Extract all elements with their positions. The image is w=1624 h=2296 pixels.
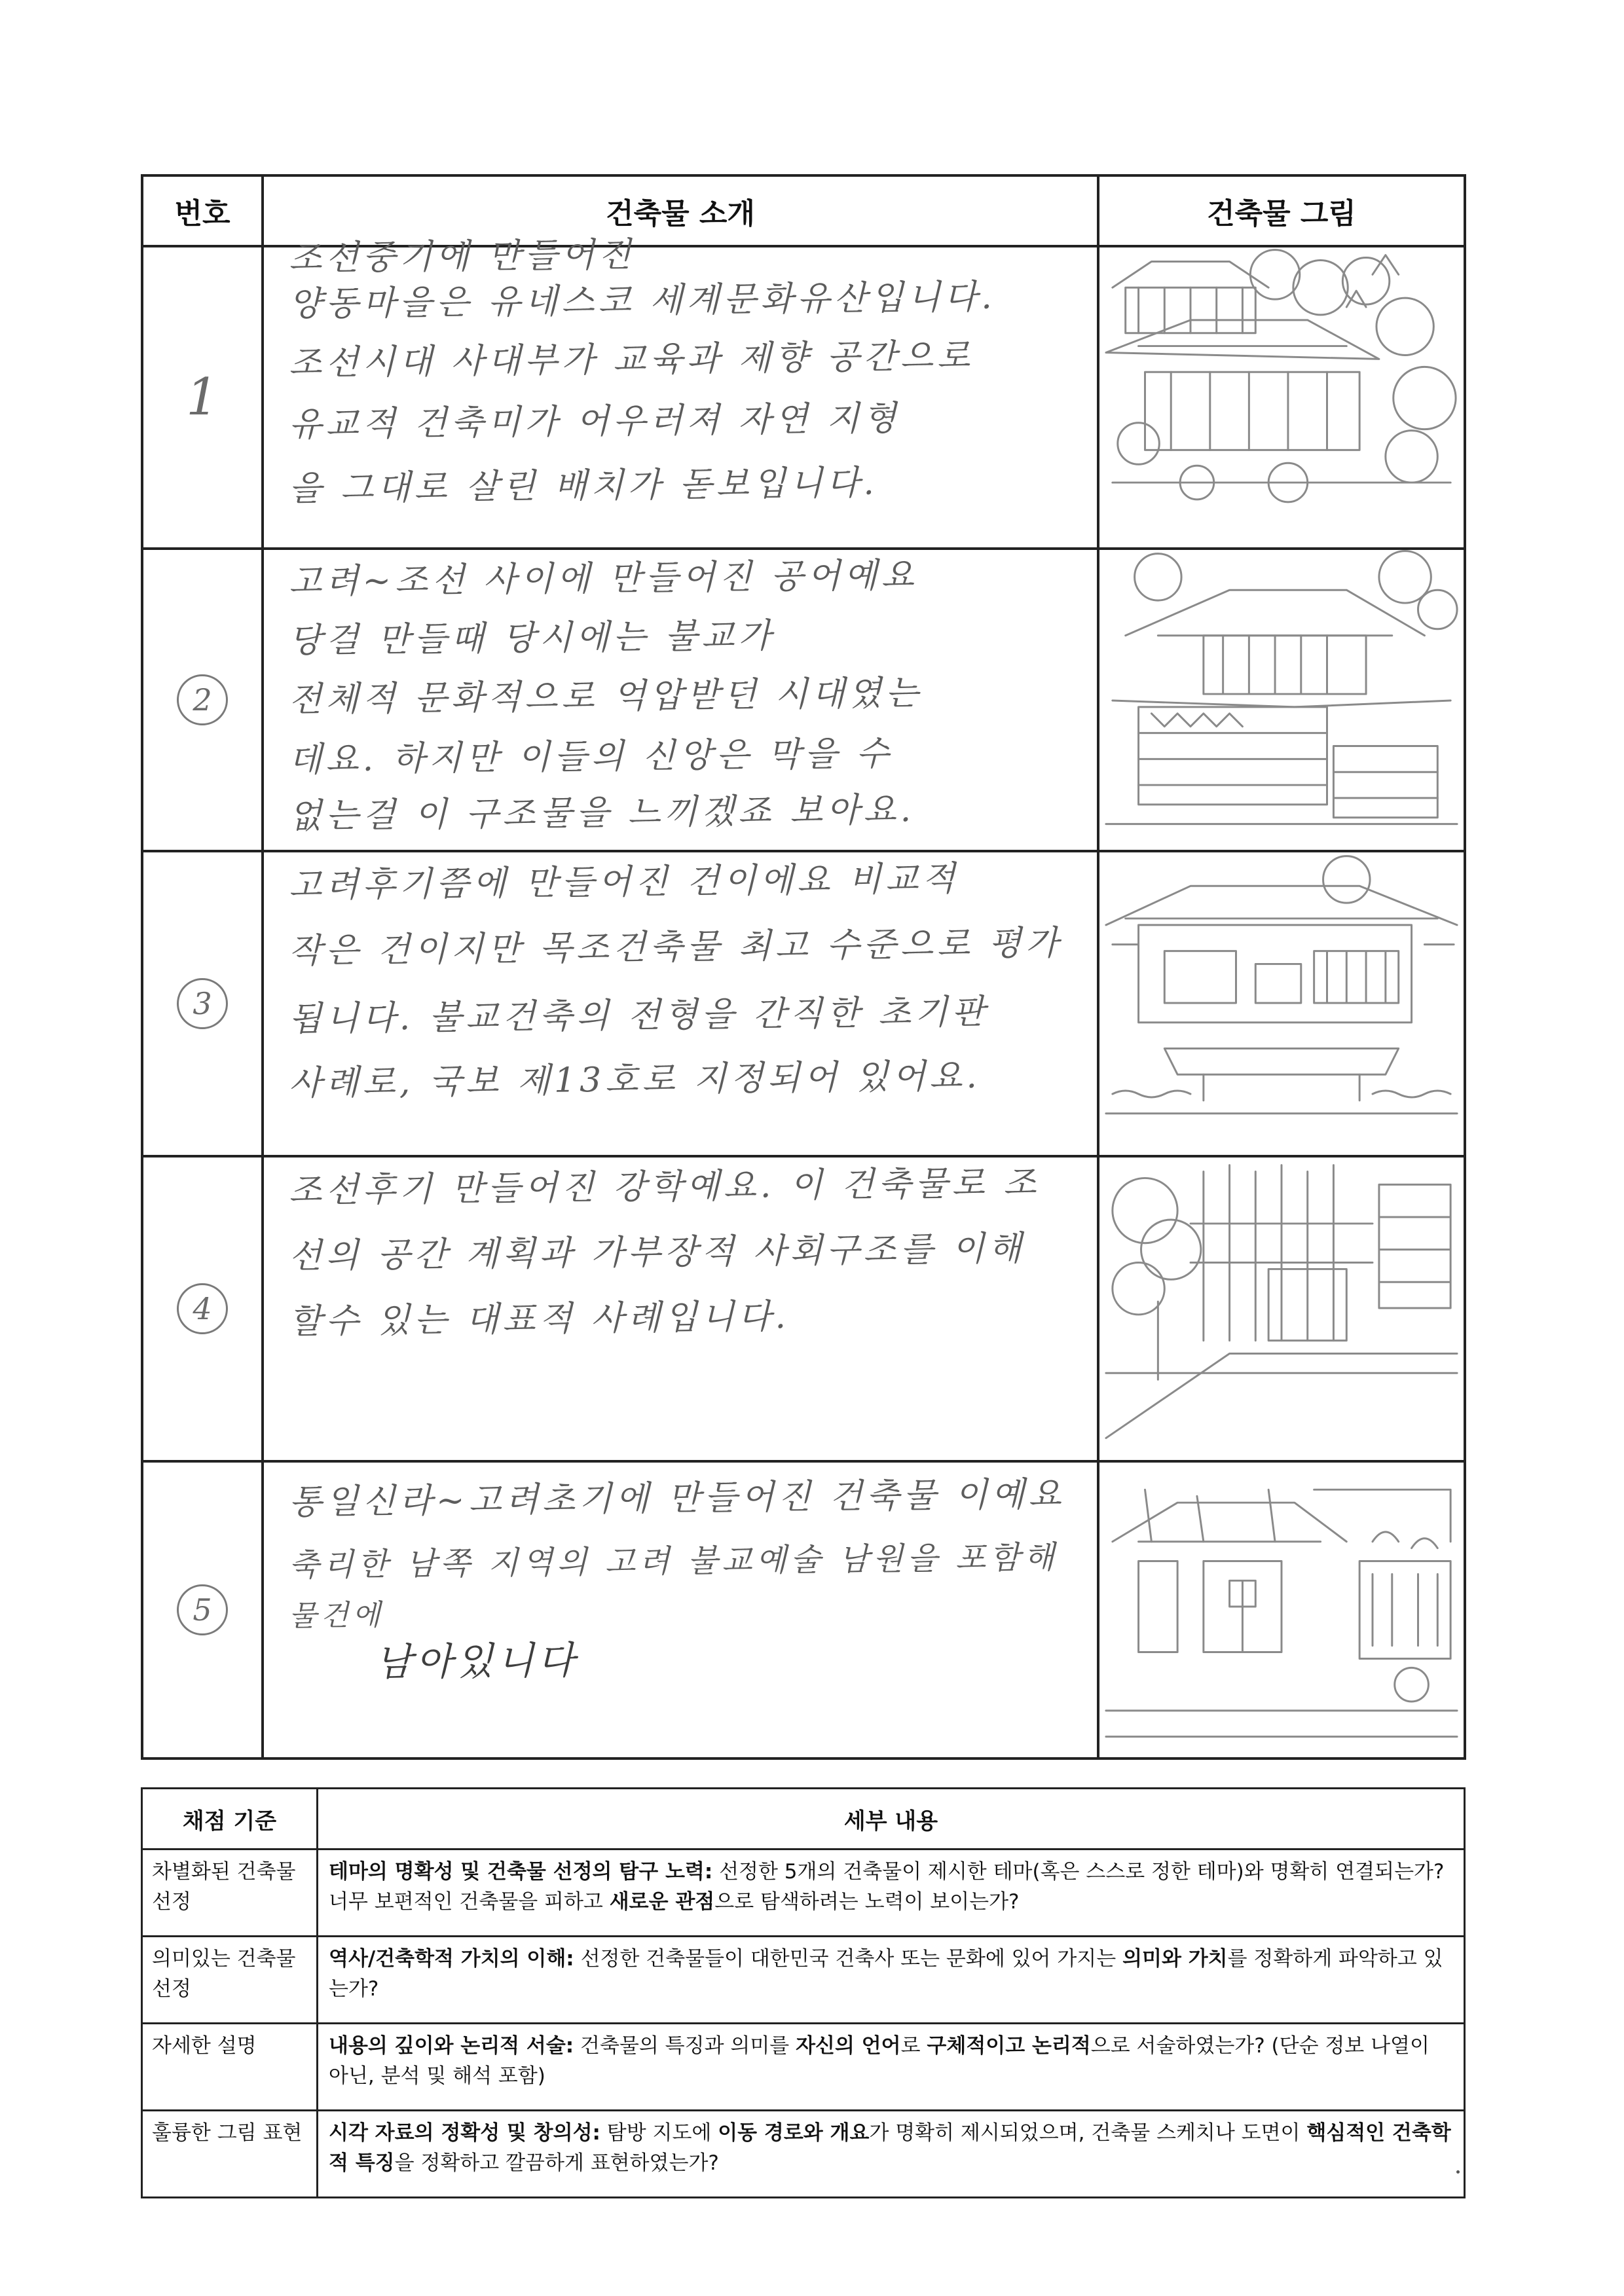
entry-drawing-cell bbox=[1098, 1461, 1465, 1758]
rubric-text: 선정한 5개의 건축물이 제시한 테마(혹은 스스로 정한 테마)와 명확히 연결되는가? 너무 보편적인 건축물을 피하고 bbox=[329, 1860, 1445, 1914]
handwritten-line: 고려~조선 사이에 만들어진 공어예요 bbox=[288, 555, 918, 602]
entry-number-cell bbox=[142, 851, 263, 1156]
table-row bbox=[142, 1156, 1465, 1461]
architecture-table bbox=[141, 174, 1466, 1760]
table-row bbox=[142, 549, 1465, 851]
rubric-header-row bbox=[142, 1789, 1465, 1850]
handwritten-line: 사례로, 국보 제13호로 지정되어 있어요. bbox=[288, 1056, 982, 1103]
header-drawing: 건축물 그림 bbox=[1098, 175, 1465, 246]
rubric-detail bbox=[318, 2111, 1465, 2198]
rubric-bold-text: 테마의 명확성 및 건축물 선정의 탐구 노력: bbox=[329, 1860, 713, 1884]
handwritten-line: 양동마을은 유네스코 세계문화유산입니다. bbox=[288, 277, 997, 324]
handwritten-line: 당걸 만들때 당시에는 불교가 bbox=[288, 616, 775, 661]
grading-rubric-table bbox=[141, 1787, 1466, 2198]
entry-number-cell bbox=[142, 1461, 263, 1758]
rubric-criteria: 자세한 설명 bbox=[142, 2024, 318, 2111]
entry-drawing-cell bbox=[1098, 851, 1465, 1156]
entry-description-cell bbox=[263, 851, 1098, 1156]
rubric-header-detail: 세부 내용 bbox=[318, 1789, 1465, 1850]
rubric-text: 선정한 건축물들이 대한민국 건축사 또는 문화에 있어 가지는 bbox=[574, 1947, 1123, 1971]
rubric-criteria: 차별화된 건축물 선정 bbox=[142, 1850, 318, 1937]
rubric-text: 을 정확하고 깔끔하게 표현하였는가? bbox=[394, 2151, 719, 2175]
entry-drawing-cell bbox=[1098, 549, 1465, 851]
handwritten-line: 조선후기 만들어진 강학예요. 이 건축물로 조 bbox=[288, 1163, 1041, 1211]
rubric-header-criteria: 채점 기준 bbox=[142, 1789, 318, 1850]
handwritten-line: 조선시대 사대부가 교육과 제향 공간으로 bbox=[288, 337, 974, 383]
rubric-text: 으로 서술하였는가? (단순 정보 나열이 아닌, 분석 및 해석 포함) bbox=[329, 2034, 1430, 2088]
rubric-row bbox=[142, 1850, 1465, 1937]
entry-number: 5 bbox=[177, 1584, 228, 1635]
house-sketch-icon bbox=[1099, 247, 1464, 547]
entry-description-cell bbox=[263, 1461, 1098, 1758]
courtyard-sketch-icon bbox=[1099, 1463, 1464, 1757]
entry-number: 4 bbox=[177, 1283, 228, 1334]
rubric-bold-text: 의미와 가치 bbox=[1122, 1947, 1228, 1971]
gate-sketch-icon bbox=[1099, 1157, 1464, 1460]
table-row bbox=[142, 1461, 1465, 1758]
rubric-text: 로 bbox=[900, 2034, 927, 2058]
handwritten-line: 을 그대로 살린 배치가 돋보입니다. bbox=[288, 463, 879, 509]
rubric-detail bbox=[318, 1850, 1465, 1937]
handwritten-line: 조선중기에 만들어진 bbox=[288, 235, 635, 278]
entry-number: 1 bbox=[186, 368, 219, 427]
rubric-bold-text: 구체적이고 논리적 bbox=[927, 2034, 1091, 2058]
handwritten-line: 남아있니다 bbox=[375, 1637, 579, 1685]
handwritten-line: 유교적 건축미가 어우러져 자연 지형 bbox=[288, 399, 900, 445]
entry-number: 2 bbox=[177, 674, 228, 725]
header-number: 번호 bbox=[142, 175, 263, 246]
handwritten-line: 됩니다. 불교건축의 전형을 간직한 초기판 bbox=[288, 992, 989, 1039]
rubric-detail bbox=[318, 2024, 1465, 2111]
handwritten-line: 물건에 bbox=[288, 1598, 384, 1633]
rubric-bold-text: 이동 경로와 개요 bbox=[718, 2121, 870, 2145]
entry-drawing-cell bbox=[1098, 1156, 1465, 1461]
rubric-text: 를 정확하게 파악하고 있는가? bbox=[329, 1947, 1443, 2001]
rubric-row bbox=[142, 1937, 1465, 2024]
entry-drawing-cell bbox=[1098, 246, 1465, 549]
entry-description-cell bbox=[263, 1156, 1098, 1461]
rubric-row bbox=[142, 2111, 1465, 2198]
table-row bbox=[142, 851, 1465, 1156]
rubric-bold-text: 내용의 깊이와 논리적 서술: bbox=[329, 2034, 574, 2058]
rubric-text: 으로 탐색하려는 노력이 보이는가? bbox=[714, 1890, 1020, 1914]
rubric-bold-text: 자신의 언어 bbox=[796, 2034, 901, 2058]
handwritten-line: 없는걸 이 구조물을 느끼겠죠 보아요. bbox=[288, 790, 915, 836]
handwritten-line: 할수 있는 대표적 사례입니다. bbox=[288, 1296, 790, 1341]
rubric-text: 탐방 지도에 bbox=[600, 2121, 718, 2145]
rubric-detail bbox=[318, 1937, 1465, 2024]
rubric-text: 가 명확히 제시되었으며, 건축물 스케치나 도면이 bbox=[869, 2121, 1307, 2145]
handwritten-line: 통일신라~고려초기에 만들어진 건축물 이예요 bbox=[288, 1474, 1065, 1522]
handwritten-line: 작은 건이지만 목조건축물 최고 수준으로 평가 bbox=[288, 923, 1063, 971]
rubric-bold-text: 역사/건축학적 가치의 이해: bbox=[329, 1947, 574, 1971]
rubric-bold-text: 시각 자료의 정확성 및 창의성: bbox=[329, 2121, 600, 2145]
temple-sketch-icon bbox=[1099, 550, 1464, 850]
entry-number-cell bbox=[142, 246, 263, 549]
header-intro: 건축물 소개 bbox=[263, 175, 1098, 246]
handwritten-line: 데요. 하지만 이들의 신앙은 막을 수 bbox=[288, 734, 893, 780]
handwritten-line: 고려후기쯤에 만들어진 건이에요 비교적 bbox=[288, 859, 959, 905]
entry-number-cell bbox=[142, 1156, 263, 1461]
scan-speck bbox=[1456, 2170, 1460, 2174]
rubric-text: 건축물의 특징과 의미를 bbox=[574, 2034, 796, 2058]
entry-description-cell bbox=[263, 549, 1098, 851]
rubric-bold-text: 핵심적인 건축학적 특징 bbox=[329, 2121, 1451, 2175]
rubric-row bbox=[142, 2024, 1465, 2111]
entry-description-cell bbox=[263, 235, 1098, 549]
handwritten-line: 선의 공간 계획과 가부장적 사회구조를 이해 bbox=[288, 1229, 1026, 1276]
handwritten-line: 전체적 문화적으로 억압받던 시대였는 bbox=[288, 673, 923, 720]
entry-number-cell bbox=[142, 549, 263, 851]
table-row bbox=[142, 246, 1465, 549]
rubric-bold-text: 새로운 관점 bbox=[609, 1890, 715, 1914]
rubric-criteria: 의미있는 건축물 선정 bbox=[142, 1937, 318, 2024]
handwritten-line: 축리한 남쪽 지역의 고려 불교예술 남원을 포함해 bbox=[288, 1539, 1059, 1584]
entry-number: 3 bbox=[177, 978, 228, 1029]
rubric-criteria: 훌륭한 그림 표현 bbox=[142, 2111, 318, 2198]
hall-sketch-icon bbox=[1099, 852, 1464, 1155]
